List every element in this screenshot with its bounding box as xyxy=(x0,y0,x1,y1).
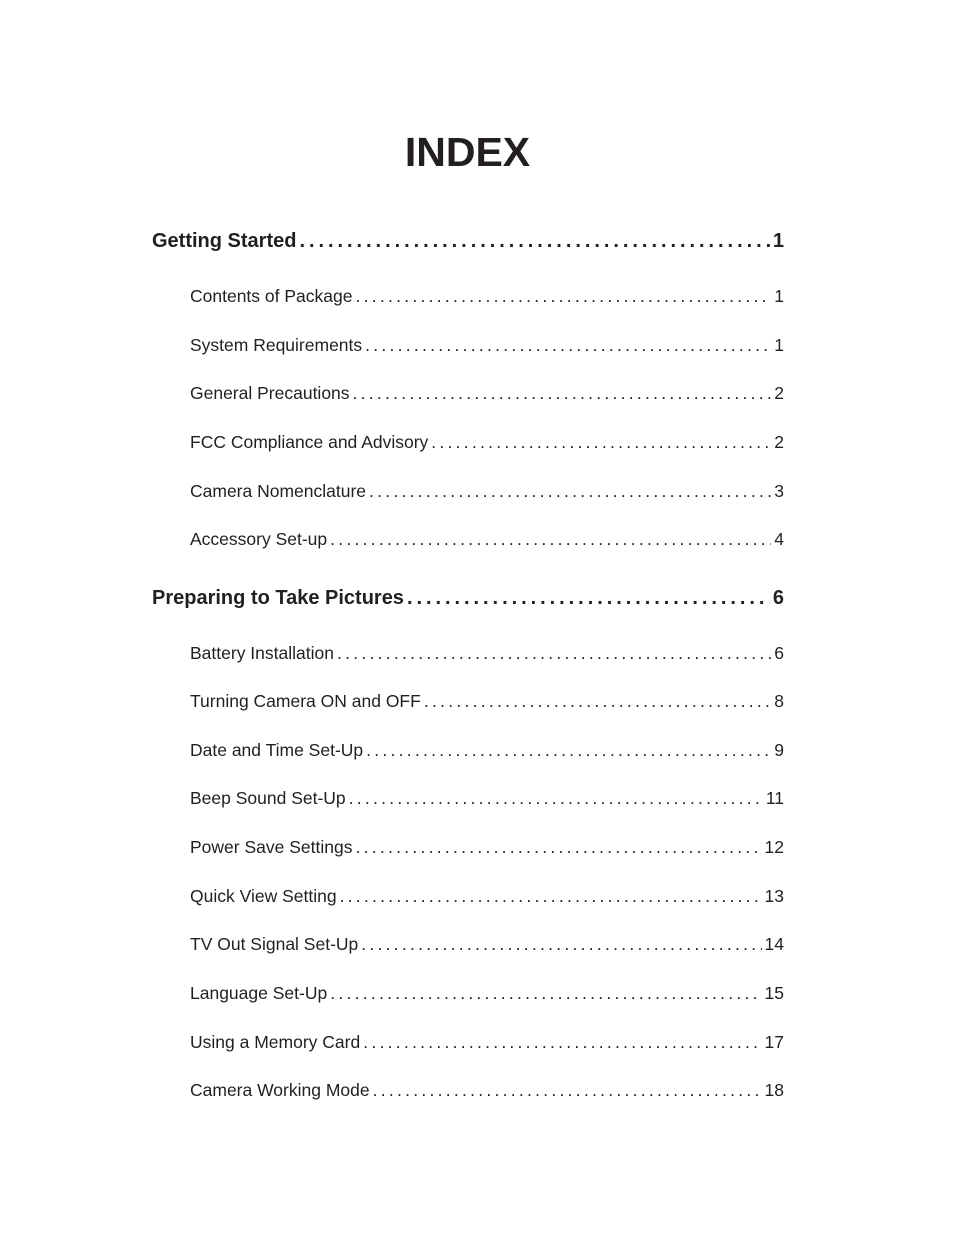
toc-section-label: Getting Started xyxy=(152,230,297,252)
toc-dot-leader xyxy=(407,585,770,611)
toc-section-label: Preparing to Take Pictures xyxy=(152,587,404,609)
toc-entry-label: General Precautions xyxy=(190,383,350,403)
toc-dot-leader xyxy=(361,932,761,956)
toc-dot-leader xyxy=(366,738,771,762)
toc-entry-date-time-setup[interactable] xyxy=(190,738,784,762)
toc-entry-label: Quick View Setting xyxy=(190,886,337,906)
toc-entry-camera-working-mode[interactable] xyxy=(190,1078,784,1102)
toc-page-number: 18 xyxy=(764,1080,784,1100)
toc-page-number: 12 xyxy=(764,837,784,857)
page-title: INDEX xyxy=(404,129,531,175)
toc-page-number: 8 xyxy=(774,691,784,711)
toc-dot-leader xyxy=(355,835,761,859)
toc-entry-using-memory-card[interactable] xyxy=(190,1030,784,1054)
toc-entry-language-setup[interactable] xyxy=(190,981,784,1005)
toc-page-number: 1 xyxy=(774,335,784,355)
toc-dot-leader xyxy=(373,1078,762,1102)
toc-entry-quick-view-setting[interactable] xyxy=(190,884,784,908)
toc-page-number: 1 xyxy=(774,286,784,306)
toc-entry-general-precautions[interactable] xyxy=(190,381,784,405)
toc-dot-leader xyxy=(424,689,771,713)
toc-page-number: 13 xyxy=(764,886,784,906)
toc-page-number: 11 xyxy=(765,788,784,808)
toc-page-number: 9 xyxy=(774,740,784,760)
toc-entry-battery-installation[interactable] xyxy=(190,641,784,665)
toc-dot-leader xyxy=(330,527,771,551)
toc-entry-accessory-setup[interactable] xyxy=(190,527,784,551)
toc-page-number: 3 xyxy=(774,481,784,501)
toc-page-number: 14 xyxy=(764,934,784,954)
toc-dot-leader xyxy=(363,1030,761,1054)
toc-entry-label: Battery Installation xyxy=(190,643,334,663)
toc-dot-leader xyxy=(369,479,771,503)
toc-entry-power-save-settings[interactable] xyxy=(190,835,784,859)
toc-dot-leader xyxy=(365,333,771,357)
toc-page-number: 17 xyxy=(764,1032,784,1052)
toc-entry-label: Turning Camera ON and OFF xyxy=(190,691,421,711)
toc-dot-leader xyxy=(337,641,771,665)
toc-entry-beep-sound-setup[interactable] xyxy=(190,786,784,810)
toc-entry-label: Camera Working Mode xyxy=(190,1080,370,1100)
toc-entry-tv-out-signal-setup[interactable] xyxy=(190,932,784,956)
toc-entry-contents-of-package[interactable] xyxy=(190,284,784,308)
toc-dot-leader xyxy=(431,430,771,454)
toc-dot-leader xyxy=(299,228,769,254)
toc-entry-turning-camera-on-off[interactable] xyxy=(190,689,784,713)
toc-page-number: 6 xyxy=(772,587,784,609)
toc-entry-system-requirements[interactable] xyxy=(190,333,784,357)
toc-section-getting-started[interactable] xyxy=(152,228,784,254)
toc-dot-leader xyxy=(349,786,763,810)
toc-entry-label: Date and Time Set-Up xyxy=(190,740,364,760)
toc-entry-label: TV Out Signal Set-Up xyxy=(190,934,359,954)
toc-entry-label: FCC Compliance and Advisory xyxy=(190,432,429,452)
toc-entry-label: Contents of Package xyxy=(190,286,353,306)
toc-entry-label: Accessory Set-up xyxy=(190,529,328,549)
toc-page-number: 6 xyxy=(774,643,784,663)
toc-page-number: 1 xyxy=(772,230,784,252)
toc-page-number: 2 xyxy=(774,383,784,403)
toc-entry-label: Camera Nomenclature xyxy=(190,481,367,501)
toc-page-number: 2 xyxy=(774,432,784,452)
toc-entry-label: Power Save Settings xyxy=(190,837,353,857)
toc-entry-camera-nomenclature[interactable] xyxy=(190,479,784,503)
toc-dot-leader xyxy=(340,884,762,908)
toc-page-number: 4 xyxy=(774,529,784,549)
toc-entry-label: Using a Memory Card xyxy=(190,1032,361,1052)
toc-dot-leader xyxy=(330,981,761,1005)
toc-dot-leader xyxy=(355,284,771,308)
toc-entry-fcc-compliance[interactable] xyxy=(190,430,784,454)
toc-entry-label: Beep Sound Set-Up xyxy=(190,788,346,808)
toc-page-number: 15 xyxy=(764,983,784,1003)
toc-entry-label: Language Set-Up xyxy=(190,983,328,1003)
toc-section-preparing-to-take-pictures[interactable] xyxy=(152,585,784,611)
toc-entry-label: System Requirements xyxy=(190,335,363,355)
toc-dot-leader xyxy=(353,381,772,405)
